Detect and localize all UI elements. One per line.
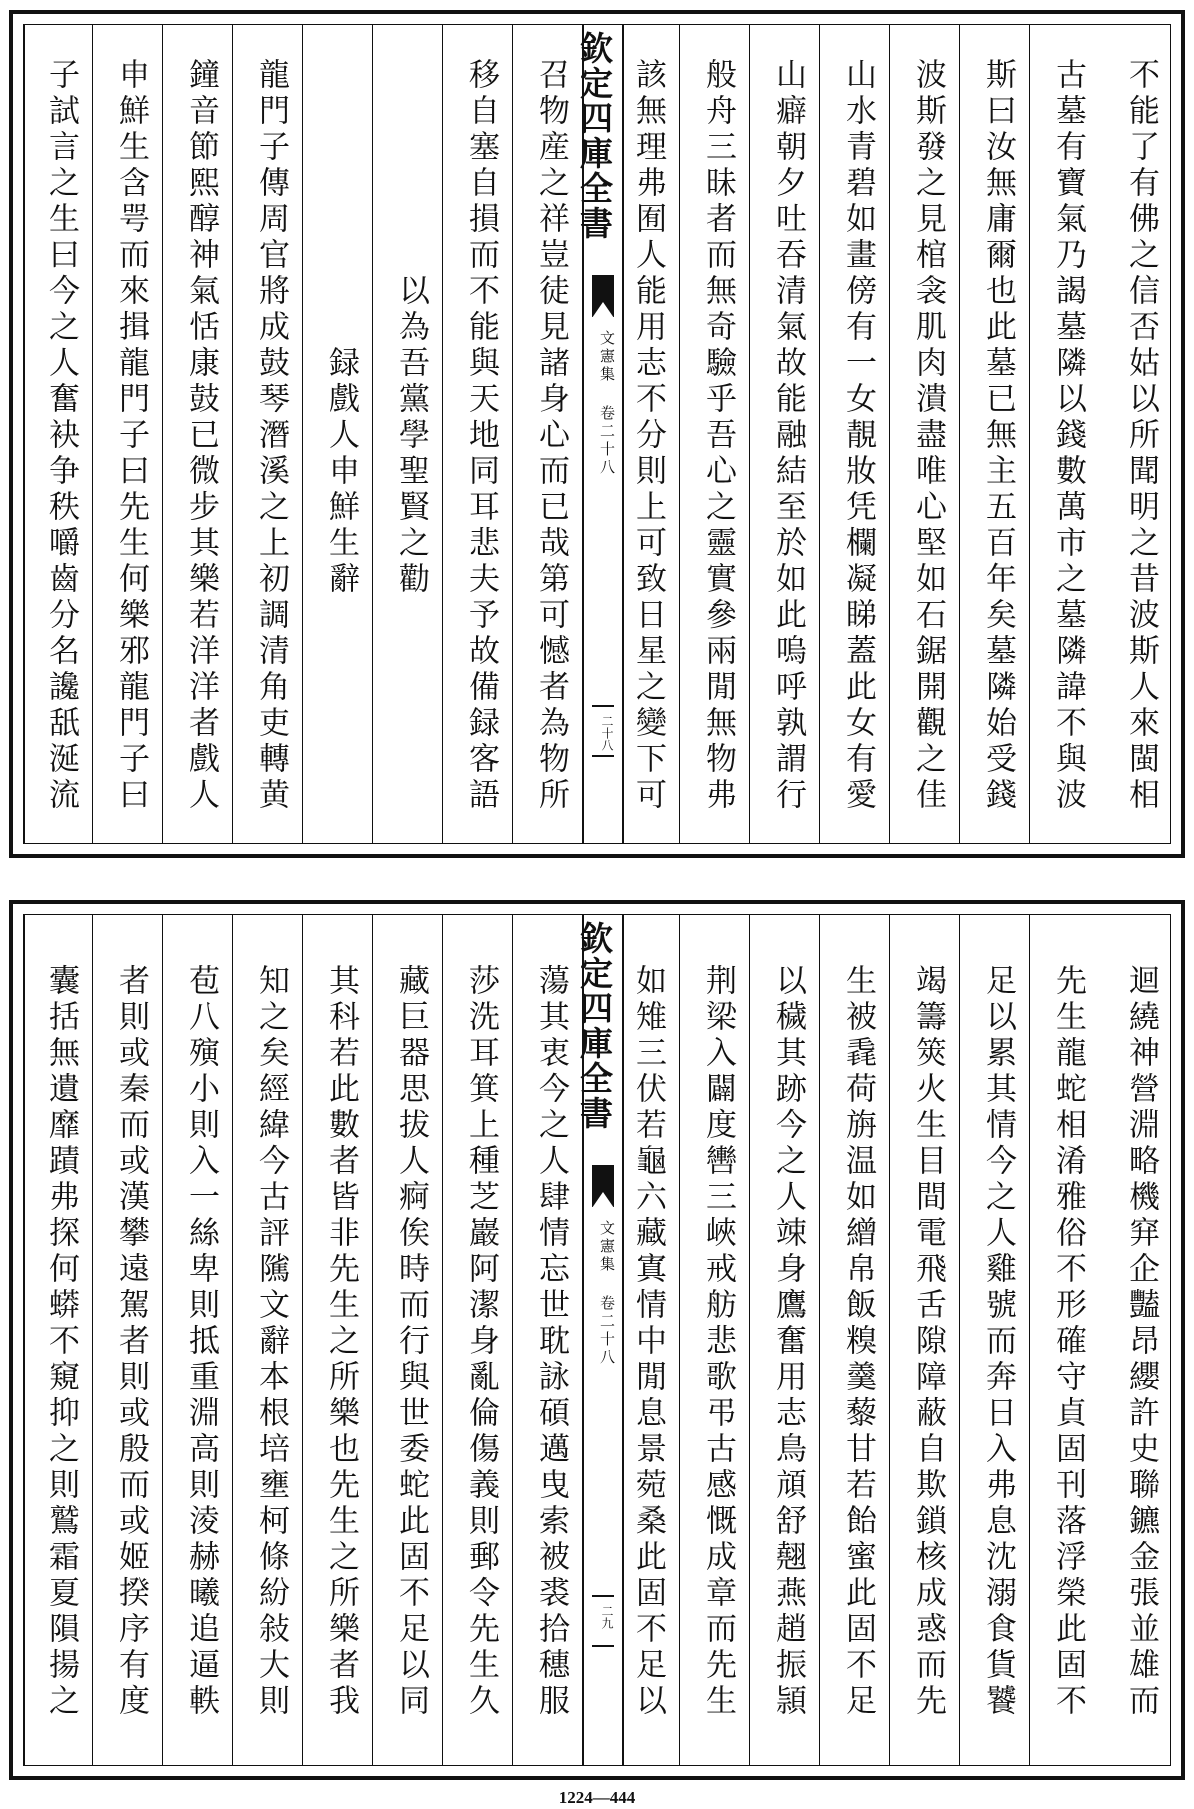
text-column: 申鮮生含咢而來揖龍門子曰先生何樂邪龍門子曰 [92, 25, 162, 843]
text-column: 子試言之生曰今之人奮袂争秩嚼齒分名讒舐涎流 [24, 25, 92, 843]
lower-page [9, 900, 1185, 1780]
spine-rule [592, 705, 614, 707]
text-column: 荆梁入闢度轡三峽戒舫悲歌弔古感慨成章而先生 [679, 915, 749, 1765]
text-column: 藏巨器思拔人痾俟時而行與世委蛇此固不足以同 [372, 915, 442, 1765]
text-column: 鐘音節熙醇神氣恬康鼓已微步其樂若洋洋者戲人 [162, 25, 232, 843]
text-column: 不能了有佛之信否姑以所聞明之昔波斯人來閩相 [1123, 58, 1159, 814]
text-column: 囊括無遺靡蹟弗探何蟒不窺抑之則鷲霜夏隕揚之 [24, 915, 92, 1765]
spine-rule [592, 1645, 614, 1647]
fishtail-mark [592, 1165, 614, 1207]
text-column: 竭籌筴火生目間電飛舌隙障蔽自欺鎖核成惑而先 [889, 915, 959, 1765]
text-column: 蕩其衷今之人肆情忘世耽詠碩邁曳索被裘拾穗服 [512, 915, 582, 1765]
text-column: 以穢其跡今之人竦身鷹奮用志鳥頏舒翹燕趙振頴 [749, 915, 819, 1765]
text-column: 以為吾黨學聖賢之勸 [372, 25, 442, 843]
text-column: 古墓有寶氣乃謁墓隣以錢數萬市之墓隣諱不與波 [1029, 25, 1099, 843]
text-column: 迴繞神營淵略機穽企豔昂纓許史聯鑣金張並雄而 [1123, 964, 1159, 1720]
spine-title: 欽定四庫全書 [575, 921, 614, 1131]
book-spine [575, 25, 624, 843]
text-column: 龍門子傳周官將成鼓琴潛溪之上初調清角吏轉黄 [232, 25, 302, 843]
text-column: 生被毳荷旃温如繒帛飯糗羹藜甘若飴蜜此固不足 [819, 915, 889, 1765]
text-column: 山癖朝夕吐吞清氣故能融結至於如此嗚呼孰謂行 [749, 25, 819, 843]
spine-volume: 文憲集 卷二十八 [598, 330, 616, 477]
fishtail-mark [592, 275, 614, 317]
text-column: 足以累其情今之人雞號而奔日入弗息沈溺食貨饕 [959, 915, 1029, 1765]
text-column: 移自塞自損而不能與天地同耳悲夫予故備録客語 [442, 25, 512, 843]
text-column: 者則或秦而或漢攀遠駕者則或殷而或姬揆序有度 [92, 915, 162, 1765]
spine-rule [592, 1595, 614, 1597]
text-column: 録戲人申鮮生辭 [302, 25, 372, 843]
text-column: 斯曰汝無庸爾也此墓已無主五百年矣墓隣始受錢 [959, 25, 1029, 843]
book-spine [575, 915, 624, 1765]
spine-volume: 文憲集 卷二十八 [598, 1220, 616, 1367]
upper-page-frame [23, 24, 1171, 844]
page-number-footer: 1224—444 [558, 1788, 636, 1807]
text-column: 其科若此數者皆非先生之所樂也先生之所樂者我 [302, 915, 372, 1765]
lower-page-frame [23, 914, 1171, 1766]
text-column: 般舟三昧者而無奇驗乎吾心之靈實參兩閒無物弗 [679, 25, 749, 843]
spine-page-number: 二十八 [600, 715, 614, 751]
text-column: 如雉三伏若龜六藏寘情中閒息景菀桑此固不足以 [609, 915, 679, 1765]
text-column: 知之矣經緯今古評隲文辭本根培壅柯條紛敍大則 [232, 915, 302, 1765]
spine-rule [592, 755, 614, 757]
spine-page-number: 二九 [600, 1605, 614, 1629]
text-column: 山水青碧如畫傍有一女靚妝凭欄凝睇蓋此女有愛 [819, 25, 889, 843]
text-column: 先生龍蛇相淆雅俗不形確守貞固刊落浮榮此固不 [1029, 915, 1099, 1765]
text-column: 該無理弗囿人能用志不分則上可致日星之變下可 [609, 25, 679, 843]
text-column: 召物産之祥豈徒見諸身心而已哉第可憾者為物所 [512, 25, 582, 843]
text-column: 苞八殥小則入一絲卑則抵重淵高則淩赫曦追逼軼 [162, 915, 232, 1765]
upper-page [9, 10, 1185, 858]
text-column: 波斯發之見棺衾肌肉潰盡唯心堅如石鋸開觀之佳 [889, 25, 959, 843]
spine-title: 欽定四庫全書 [575, 31, 614, 241]
text-column: 莎洗耳箕上種芝巖阿潔身亂倫傷義則郵令先生久 [442, 915, 512, 1765]
